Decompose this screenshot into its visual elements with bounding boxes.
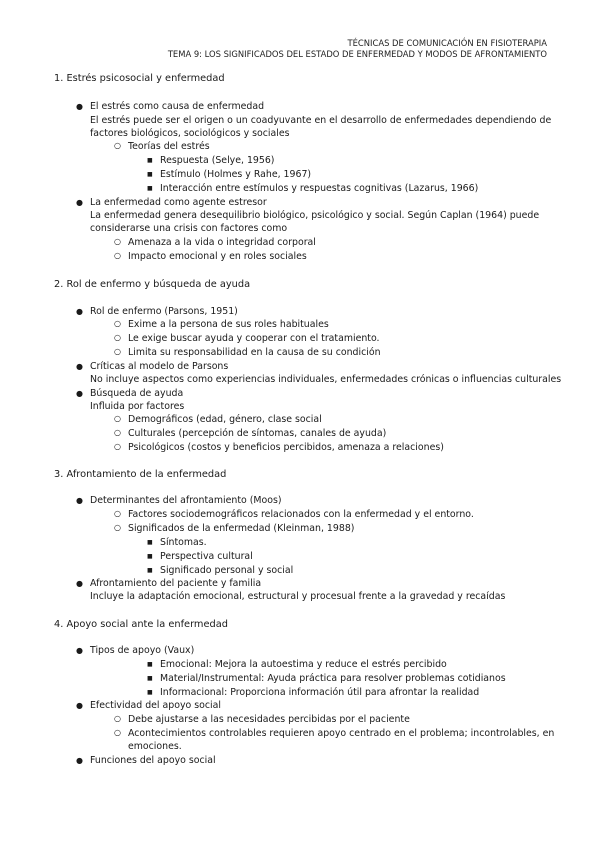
list-item (114, 427, 387, 440)
list-item-text: Debe ajustarse a las necesidades percibidas por el paciente (128, 714, 410, 725)
square-bullet-icon: ■ (147, 539, 153, 546)
circle-bullet-icon: ○ (114, 347, 121, 356)
list-item-text: Exime a la persona de sus roles habituales (128, 319, 329, 330)
bullet-icon: ● (76, 198, 83, 207)
list-item-text: Culturales (percepción de síntomas, canales de ayuda) (128, 428, 387, 439)
s2-b2-title: Críticas al modelo de Parsons (90, 361, 229, 372)
list-item-text: Informacional: Proporciona información útil para afrontar la realidad (160, 687, 480, 698)
bullet-icon: ● (76, 756, 83, 765)
circle-bullet-icon: ○ (114, 442, 121, 451)
s1-b1-item (76, 100, 265, 113)
bullet-icon: ● (76, 646, 83, 655)
list-item (114, 441, 444, 454)
square-bullet-icon: ■ (147, 553, 153, 560)
s1-b2-para-2: considerarse una crisis con factores como (90, 223, 288, 234)
list-item (114, 236, 316, 249)
circle-bullet-icon: ○ (114, 141, 121, 150)
s3-b2-para: Incluye la adaptación emocional, estructural y procesual frente a la gravedad y recaídas (90, 591, 506, 602)
s4-b3-title: Funciones del apoyo social (90, 755, 216, 766)
s1-b1-title: El estrés como causa de enfermedad (90, 101, 265, 112)
list-item (147, 686, 480, 699)
s1-b1-para-2: factores biológicos, sociológicos y sociales (90, 128, 290, 139)
s1-b2-title: La enfermedad como agente estresor (90, 197, 267, 208)
s2-b2-para: No incluye aspectos como experiencias individuales, enfermedades crónicas o influencias culturales (90, 374, 562, 385)
section-3-title: 3. Afrontamiento de la enfermedad (54, 469, 227, 480)
square-bullet-icon: ■ (147, 661, 153, 668)
s3-b2-item (76, 577, 262, 590)
s1-b1-sub (114, 140, 210, 153)
list-item (114, 346, 381, 359)
circle-bullet-icon: ○ (114, 251, 121, 260)
s4-b3-item (76, 754, 216, 767)
list-item-text: Le exige buscar ayuda y cooperar con el tratamiento. (128, 333, 380, 344)
s1-b1-para-1: El estrés puede ser el origen o un coadyuvante en el desarrollo de enfermedades dependiendo de (90, 115, 552, 126)
s3-b1-title: Determinantes del afrontamiento (Moos) (90, 495, 282, 506)
bullet-icon: ● (76, 389, 83, 398)
list-item (147, 182, 479, 195)
list-item-text: Significados de la enfermedad (Kleinman, 1988) (128, 523, 355, 534)
s4-b2-item (76, 699, 221, 712)
list-item-text: Impacto emocional y en roles sociales (128, 251, 307, 262)
list-item-text: Amenaza a la vida o integridad corporal (128, 237, 316, 248)
circle-bullet-icon: ○ (114, 319, 121, 328)
list-item (114, 713, 410, 726)
bullet-icon: ● (76, 579, 83, 588)
list-item-text: Perspectiva cultural (160, 551, 253, 562)
circle-bullet-icon: ○ (114, 333, 121, 342)
bullet-icon: ● (76, 362, 83, 371)
section-1-title: 1. Estrés psicosocial y enfermedad (54, 73, 225, 84)
list-item (114, 332, 380, 345)
list-item (147, 550, 253, 563)
s2-b3-title: Búsqueda de ayuda (90, 388, 184, 399)
circle-bullet-icon: ○ (114, 728, 121, 737)
s3-b2-title: Afrontamiento del paciente y familia (90, 578, 262, 589)
bullet-icon: ● (76, 307, 83, 316)
circle-bullet-icon: ○ (114, 414, 121, 423)
list-item-text: Estímulo (Holmes y Rahe, 1967) (160, 169, 312, 180)
s2-b3-para: Influida por factores (90, 401, 185, 412)
header-topic: TEMA 9: LOS SIGNIFICADOS DEL ESTADO DE ENFERMEDAD Y MODOS DE AFRONTAMIENTO (167, 48, 547, 59)
list-item-text: Psicológicos (costos y beneficios percibidos, amenaza a relaciones) (128, 442, 444, 453)
list-item (147, 564, 294, 577)
s2-b1-item (76, 305, 238, 318)
list-item (147, 672, 506, 685)
square-bullet-icon: ■ (147, 567, 153, 574)
list-item-continuation: emociones. (128, 741, 182, 752)
s4-b2-title: Efectividad del apoyo social (90, 700, 221, 711)
s2-b2-item (76, 360, 229, 373)
s4-b1-item (76, 644, 195, 657)
list-item-text: Demográficos (edad, género, clase social (128, 414, 322, 425)
bullet-icon: ● (76, 496, 83, 505)
list-item-text: Emocional: Mejora la autoestima y reduce el estrés percibido (160, 659, 447, 670)
list-item-text: Limita su responsabilidad en la causa de su condición (128, 347, 381, 358)
section-2-title: 2. Rol de enfermo y búsqueda de ayuda (54, 279, 251, 290)
list-item (114, 508, 474, 521)
square-bullet-icon: ■ (147, 185, 153, 192)
circle-bullet-icon: ○ (114, 237, 121, 246)
s2-b3-item (76, 387, 184, 400)
list-item-text: Factores sociodemográficos relacionados con la enfermedad y el entorno. (128, 509, 474, 520)
list-item (147, 168, 312, 181)
s1-b2-item (76, 196, 267, 209)
s1-b2-para-1: La enfermedad genera desequilibrio biológico, psicológico y social. Según Caplan (1964) puede (90, 210, 540, 221)
list-item (114, 413, 322, 426)
s4-b1-title: Tipos de apoyo (Vaux) (90, 645, 195, 656)
list-item (114, 522, 355, 535)
page-header (168, 38, 547, 59)
list-item-text: Acontecimientos controlables requieren apoyo centrado en el problema; incontrolables, en (128, 728, 555, 739)
header-course: TÉCNICAS DE COMUNICACIÓN EN FISIOTERAPIA (347, 38, 547, 48)
list-item-text: Interacción entre estímulos y respuestas cognitivas (Lazarus, 1966) (160, 183, 479, 194)
square-bullet-icon: ■ (147, 675, 153, 682)
bullet-icon: ● (76, 701, 83, 710)
list-item (147, 536, 207, 549)
list-item-text: Respuesta (Selye, 1956) (160, 155, 275, 166)
s2-b1-title: Rol de enfermo (Parsons, 1951) (90, 306, 238, 317)
circle-bullet-icon: ○ (114, 509, 121, 518)
square-bullet-icon: ■ (147, 171, 153, 178)
circle-bullet-icon: ○ (114, 714, 121, 723)
bullet-icon: ● (76, 102, 83, 111)
circle-bullet-icon: ○ (114, 428, 121, 437)
s3-b1-item (76, 494, 282, 507)
list-item-text: Significado personal y social (160, 565, 294, 576)
square-bullet-icon: ■ (147, 157, 153, 164)
circle-bullet-icon: ○ (114, 523, 121, 532)
square-bullet-icon: ■ (147, 689, 153, 696)
list-item-text: Síntomas. (160, 537, 207, 548)
list-item (114, 727, 555, 740)
list-item (114, 318, 329, 331)
section-4-title: 4. Apoyo social ante la enfermedad (54, 619, 228, 630)
s1-b1-sub-label: Teorías del estrés (128, 141, 210, 152)
list-item (114, 250, 307, 263)
list-item-text: Material/Instrumental: Ayuda práctica para resolver problemas cotidianos (160, 673, 506, 684)
list-item (147, 658, 447, 671)
list-item (147, 154, 275, 167)
